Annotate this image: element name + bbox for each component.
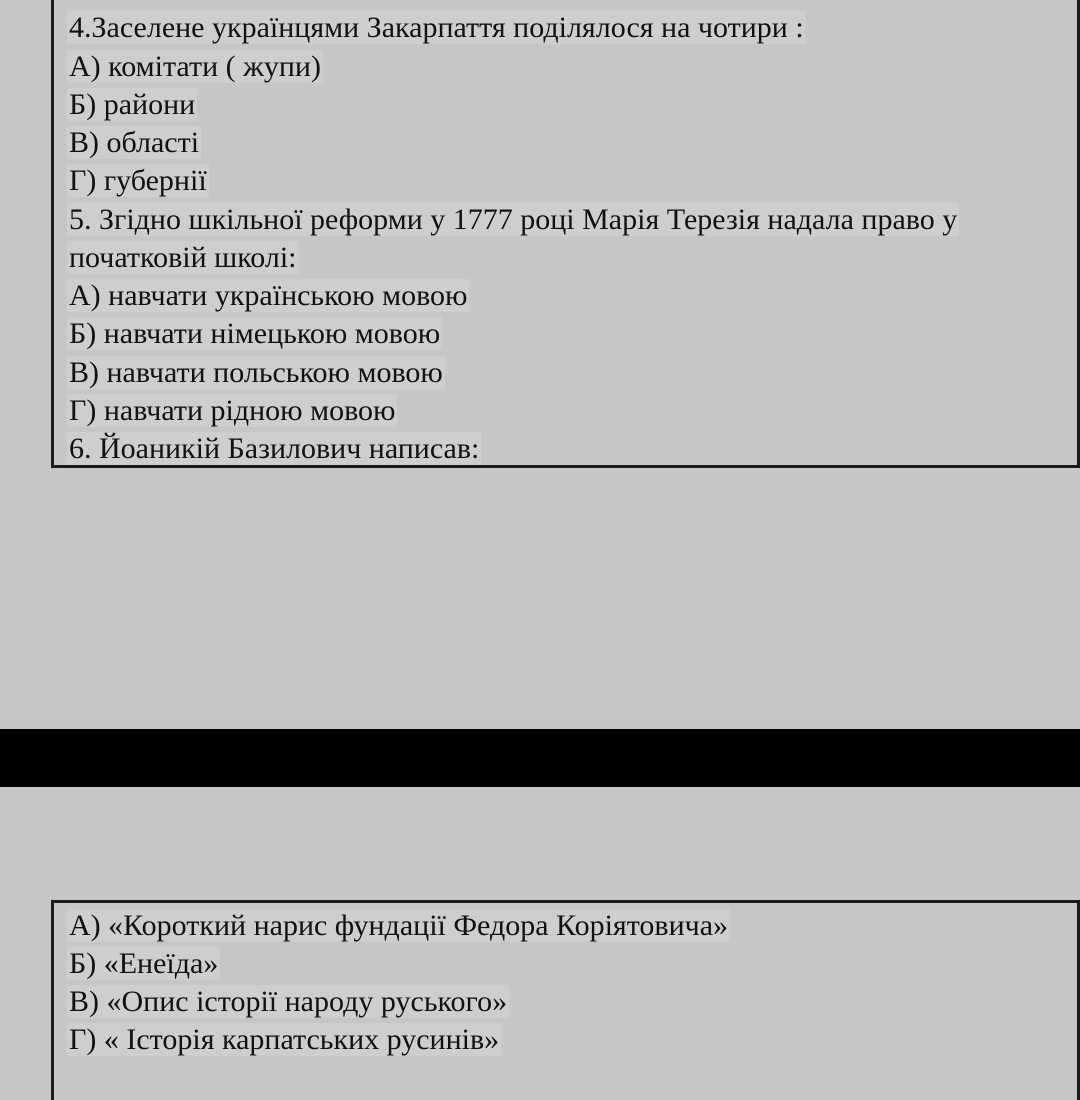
q6-option-b: Б) «Енеїда»: [69, 947, 219, 980]
question-6: 6. Йоаникій Базилович написав:: [69, 432, 480, 465]
q4-option-a: А) комітати ( жупи): [69, 50, 321, 83]
q5-option-c: В) навчати польською мовою: [69, 356, 443, 389]
question-4: 4.Заселене українцями Закарпаття поділялося на чотири :: [69, 11, 804, 44]
q6-option-a: А) «Короткий нарис фундації Федора Коріятовича»: [69, 909, 729, 942]
question-5-line-2: початковій школі:: [69, 241, 297, 274]
q4-option-c: В) області: [69, 126, 200, 159]
q6-option-c: В) «Опис історії народу руського»: [69, 985, 508, 1018]
question-5-line-1: 5. Згідно шкільної реформи у 1777 році Марія Терезія надала право у: [69, 203, 958, 236]
q5-option-b: Б) навчати німецькою мовою: [69, 317, 441, 350]
q6-option-d: Г) « Історія карпатських русинів»: [69, 1023, 500, 1056]
q5-option-a: А) навчати українською мовою: [69, 279, 468, 312]
q5-option-d: Г) навчати рідною мовою: [69, 394, 396, 427]
q4-option-b: Б) райони: [69, 88, 196, 121]
redaction-bar: [0, 729, 1080, 787]
q4-option-d: Г) губернії: [69, 164, 207, 197]
